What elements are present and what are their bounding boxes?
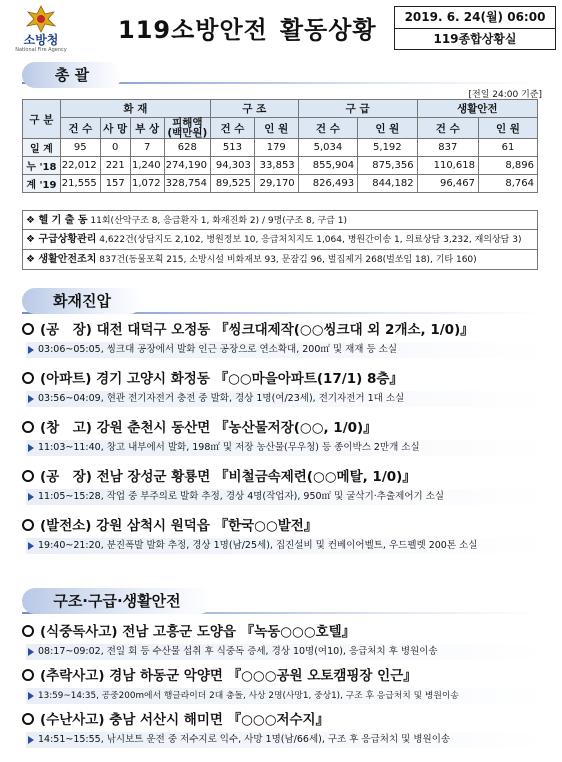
sub-header: 부 상 [130,118,164,139]
cell: 179 [254,139,298,157]
col-group-label: 구 분 [23,100,61,139]
fire-item [22,467,552,505]
date-box [394,6,556,50]
bullet-text: 4,622건(상담지도 2,102, 병원정보 10, 응급처치지도 1,064, 병원간이송 1, 의료상담 3,232, 재의상담 3) [99,235,522,245]
cell: 0 [100,139,130,157]
bullet-ems-management [22,230,538,250]
cell: 95 [60,139,100,157]
triangle-bullet-icon [28,648,34,656]
cell: 1,240 [130,157,164,175]
rescue-item [22,666,552,704]
fire-item [22,418,552,456]
rescue-item-detail: 14:51~15:55, 낚시보트 운전 중 저수지로 익수, 사망 1명(남/66세), 구조 후 응급처치 및 병원이송 [38,734,451,745]
cell: 844,182 [358,175,417,193]
sub-header: 사 망 [100,118,130,139]
group-safety: 생활안전 [417,100,537,118]
triangle-bullet-icon [28,395,34,403]
cell: 8,896 [478,157,537,175]
circle-bullet-icon [22,421,34,433]
cell: 21,555 [60,175,100,193]
triangle-bullet-icon [28,346,34,354]
summary-table [22,99,538,193]
circle-bullet-icon [22,372,34,384]
summary-section-title: 총 괄 [22,62,122,88]
fire-item-title: (아파트) 경기 고양시 화정동 『○○마을아파트(17/1) 8층』 [40,371,403,387]
table-row [23,139,538,157]
fire-item-title: (창 고) 강원 춘천시 동산면 『농산물저장(○○, 1/0)』 [40,420,377,436]
cell: 855,904 [298,157,357,175]
cell: 157 [100,175,130,193]
rescue-item-title: (추락사고) 경남 하동군 악양면 『○○○공원 오토캠핑장 인근』 [40,668,417,684]
title-part2: 활동상황 [279,16,377,44]
baseline-note: [전일 24:00 기준] [468,90,542,100]
circle-bullet-icon [22,470,34,482]
circle-bullet-icon [22,713,34,725]
cell: 875,356 [358,157,417,175]
row-label: 계 '19 [23,175,61,193]
page-title [118,10,377,45]
fire-item-title: (공 장) 대전 대덕구 오정동 『씽크대제작(○○씽크대 외 2개소, 1/0)』 [40,322,474,338]
cell: 274,190 [164,157,210,175]
cell: 8,764 [478,175,537,193]
group-rescue: 구 조 [211,100,299,118]
sub-header: 건 수 [211,118,255,139]
fire-item [22,369,552,407]
rescue-item-title: (식중독사고) 전남 고흥군 도양읍 『녹동○○○호텔』 [40,624,356,640]
fire-item [22,320,552,358]
fire-item-detail: 19:40~21:20, 분진폭발 발화 추정, 경상 1명(남/25세), 집진설비 및 컨베이어벨트, 우드펠렛 200톤 소실 [38,540,478,551]
bullet-label: ❖ 구급상황관리 [26,234,97,245]
agency-logo [6,4,76,54]
title-part1: 119소방안전 [118,16,268,44]
rescue-item [22,710,552,748]
cell: 89,525 [211,175,255,193]
row-label: 일 계 [23,139,61,157]
emblem-icon [21,4,61,34]
circle-bullet-icon [22,669,34,681]
triangle-bullet-icon [28,736,34,744]
sub-header: 건 수 [298,118,357,139]
fire-item-detail: 11:05~15:28, 작업 중 부주의로 발화 추정, 경상 4명(작업자), 950㎡ 및 굴삭기·추출제어기 소실 [38,491,445,502]
logo-text: 소방청 [23,33,59,47]
group-fire: 화 재 [60,100,210,118]
bullet-label: ❖ 헬 기 출 동 [26,215,88,226]
rescue-item [22,622,552,660]
sub-header: 피해액 (백만원) [164,118,210,139]
cell: 826,493 [298,175,357,193]
cell: 628 [164,139,210,157]
triangle-bullet-icon [28,542,34,550]
logo-subtext: National Fire Agency [15,47,67,53]
cell: 29,170 [254,175,298,193]
rescue-item-detail: 13:59~14:35, 공중200m에서 행글라이더 2대 충돌, 사상 2명(사망1, 중상1), 구조 후 응급처치 및 병원이송 [38,691,459,701]
cell: 328,754 [164,175,210,193]
fire-item-detail: 03:06~05:05, 씽크대 공장에서 발화 인근 공장으로 연소확대, 200㎡ 및 재재 등 소실 [38,344,398,355]
cell: 7 [130,139,164,157]
rescue-item-title: (수난사고) 충남 서산시 해미면 『○○○저수지』 [40,712,330,728]
cell: 837 [417,139,478,157]
fire-item-detail: 03:56~04:09, 현관 전기자전거 충전 중 발화, 경상 1명(여/23세), 전기자전거 1대 소실 [38,393,405,404]
circle-bullet-icon [22,625,34,637]
circle-bullet-icon [22,519,34,531]
triangle-bullet-icon [28,444,34,452]
circle-bullet-icon [22,323,34,335]
table-row [23,175,538,193]
fire-item [22,516,552,554]
fire-item-detail: 11:03~11:40, 창고 내부에서 발화, 198㎡ 및 저장 농산물(무우청) 등 종이박스 2만개 소실 [38,442,420,453]
fire-section-title: 화재진압 [22,288,142,314]
sub-header: 인 원 [254,118,298,139]
triangle-bullet-icon [28,493,34,501]
bullet-helicopter [22,210,538,230]
table-row [23,157,538,175]
cell: 33,853 [254,157,298,175]
cell: 22,012 [60,157,100,175]
sub-header: 인 원 [358,118,417,139]
bullet-safety-measures [22,250,538,270]
sub-header: 건 수 [417,118,478,139]
cell: 5,192 [358,139,417,157]
bullet-text: 11회(산악구조 8, 응급환자 1, 화재진화 2) / 9명(구조 8, 구급 1) [90,216,347,226]
report-office: 119종합상황실 [395,28,555,49]
bullet-label: ❖ 생활안전조치 [26,254,97,265]
cell: 96,467 [417,175,478,193]
report-date: 2019. 6. 24(월) 06:00 [404,10,546,24]
cell: 110,618 [417,157,478,175]
cell: 221 [100,157,130,175]
triangle-bullet-icon [28,692,34,700]
cell: 94,303 [211,157,255,175]
rescue-item-detail: 08:17~09:02, 전일 회 등 수산물 섭취 후 식중독 증세, 경상 10명(여10), 응급처치 후 병원이송 [38,646,438,657]
sub-header: 인 원 [478,118,537,139]
cell: 1,072 [130,175,164,193]
cell: 5,034 [298,139,357,157]
fire-item-title: (공 장) 전남 장성군 황룡면 『비철금속제련(○○메탈, 1/0)』 [40,469,416,485]
sub-header: 건 수 [60,118,100,139]
group-ems: 구 급 [298,100,417,118]
fire-item-title: (발전소) 강원 삼척시 원덕읍 『한국○○발전』 [40,518,318,534]
cell: 513 [211,139,255,157]
report-header [0,0,562,58]
bullet-text: 837건(동물포획 215, 소방시설 비화재보 93, 문잠김 96, 벌집제거 268(벌쏘임 18), 기타 160) [99,255,477,265]
cell: 61 [478,139,537,157]
row-label: 누 '18 [23,157,61,175]
rescue-section-title: 구조·구급·생활안전 [22,588,212,614]
